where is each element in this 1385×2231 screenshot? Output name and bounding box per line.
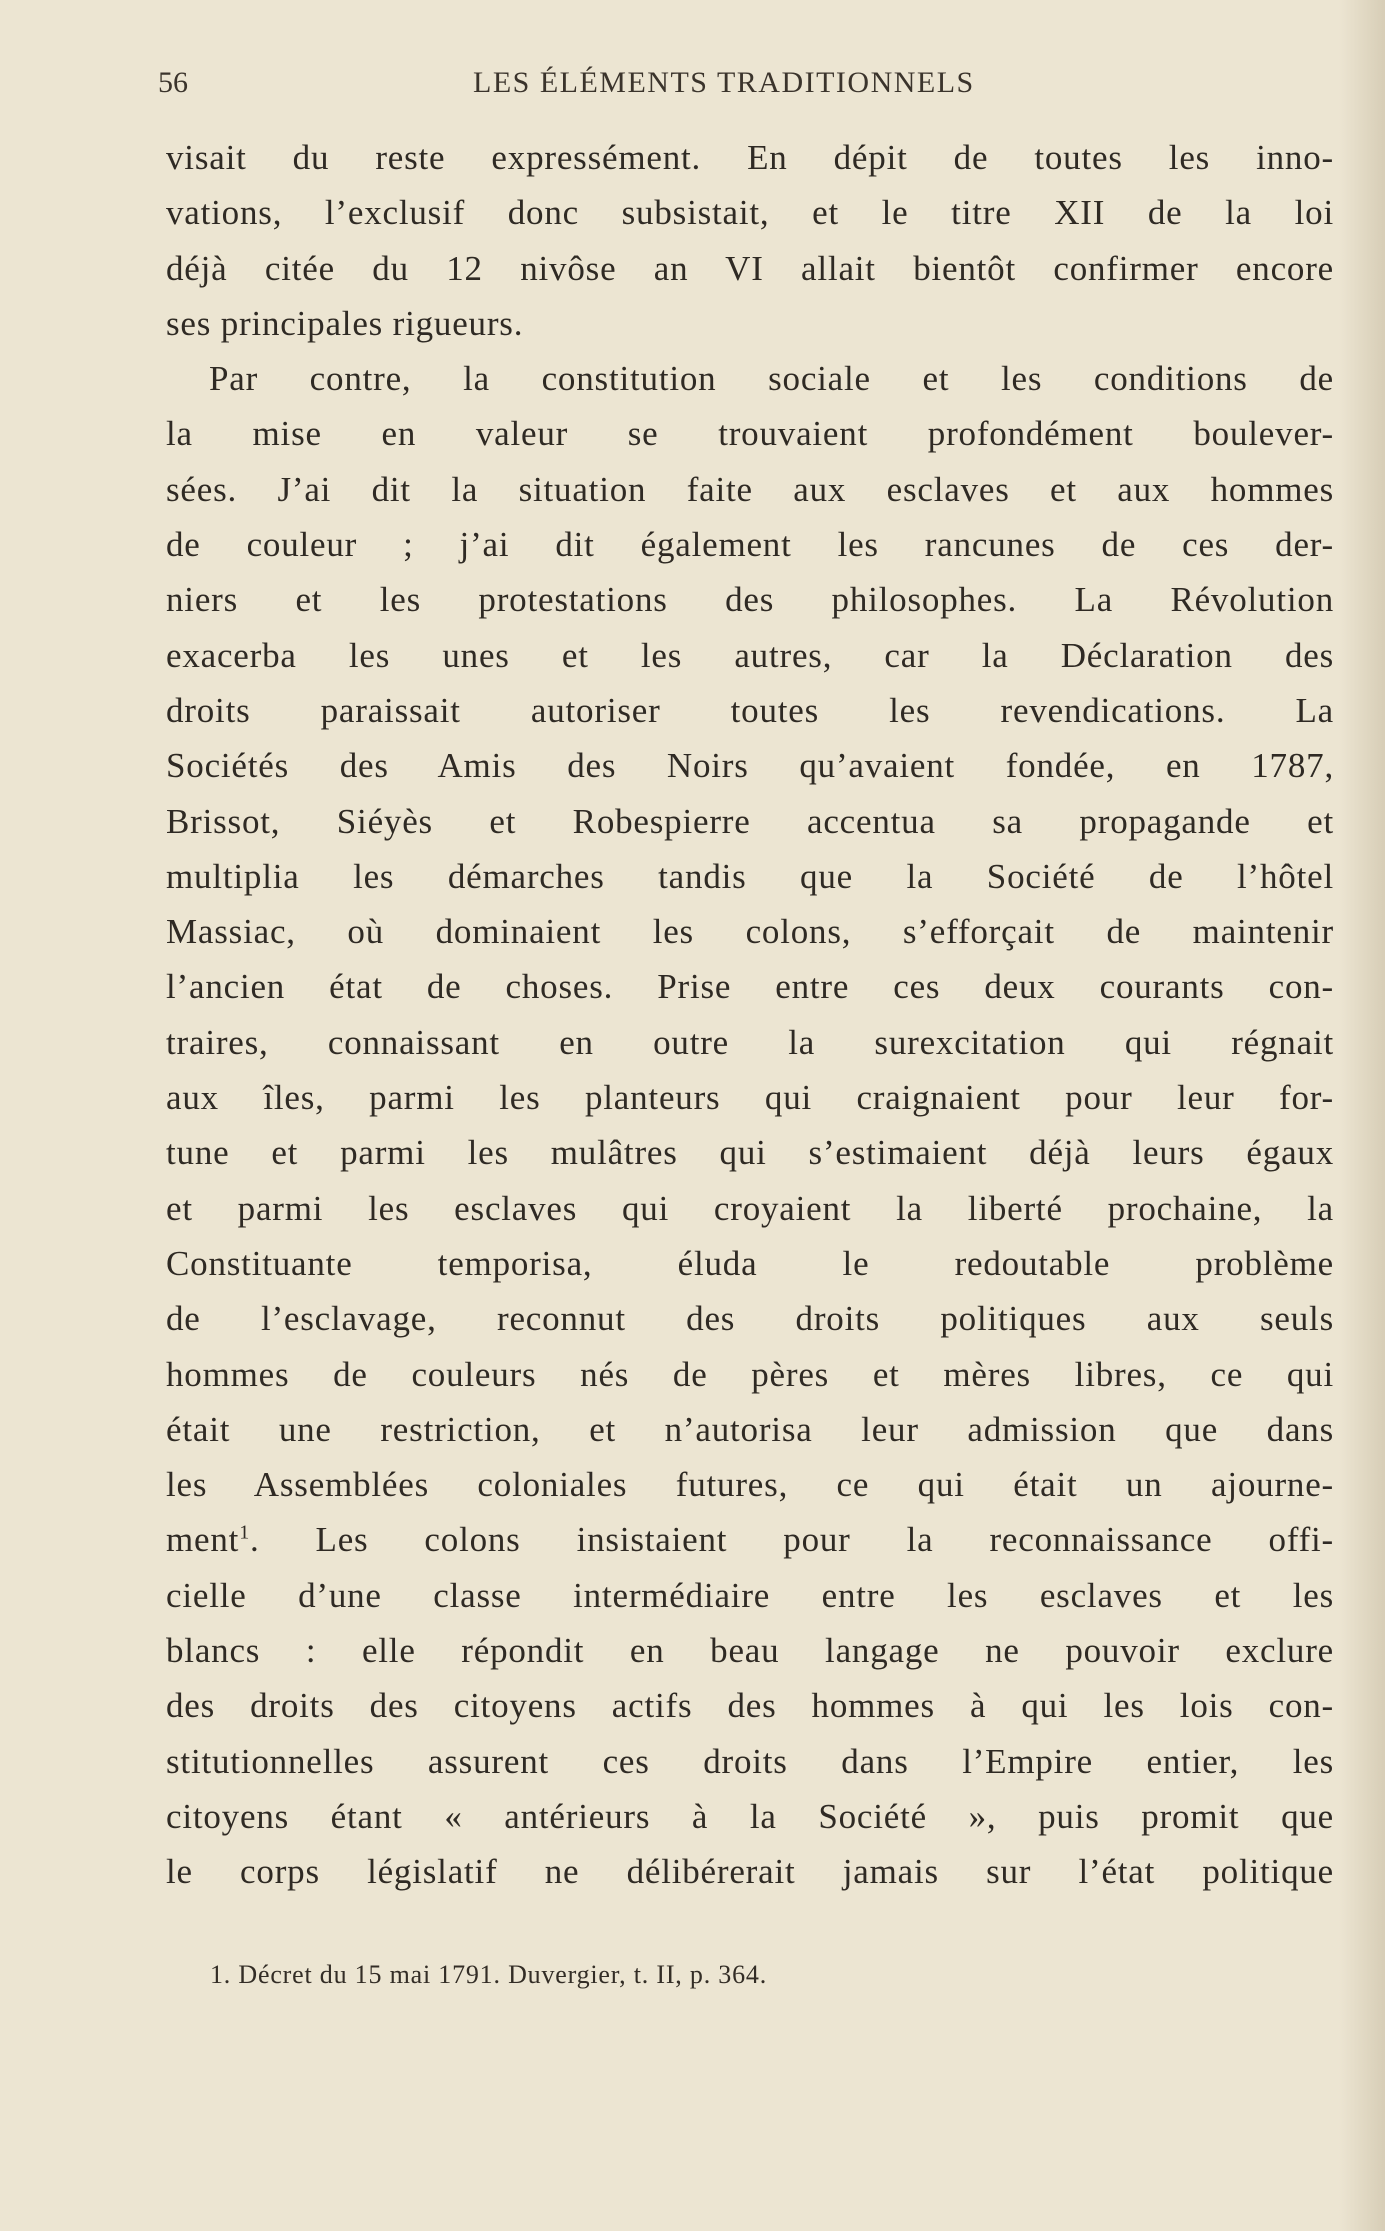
text-line: sées. J’ai dit la situation faite aux esclaves et aux hommes: [166, 469, 1334, 509]
text-line: blancs : elle répondit en beau langage ne pouvoir exclure: [166, 1631, 1334, 1671]
text-line: et parmi les esclaves qui croyaient la liberté prochaine, la: [166, 1188, 1334, 1228]
text-line: tune et parmi les mulâtres qui s’estimaient déjà leurs égaux: [166, 1133, 1334, 1173]
text-line: Constituante temporisa, éluda le redoutable problème: [166, 1243, 1334, 1283]
body-text: [166, 130, 1334, 1900]
text-line: le corps législatif ne délibérerait jamais sur l’état politique: [166, 1852, 1334, 1892]
text-line: ses principales rigueurs.: [166, 303, 524, 343]
text-line: exacerba les unes et les autres, car la Déclaration des: [166, 635, 1334, 675]
text-fragment: . Les colons insistaient pour la reconnaissance offi-: [250, 1520, 1334, 1560]
text-line: Brissot, Siéyès et Robespierre accentua sa propagande et: [166, 801, 1334, 841]
text-line: aux îles, parmi les planteurs qui craignaient pour leur for-: [166, 1078, 1334, 1118]
text-line: la mise en valeur se trouvaient profondément boulever-: [166, 414, 1334, 454]
text-line: traires, connaissant en outre la surexcitation qui régnait: [166, 1022, 1334, 1062]
running-title: LES ÉLÉMENTS TRADITIONNELS: [473, 66, 975, 99]
page-edge-shadow: [1339, 0, 1385, 2231]
text-line: les Assemblées coloniales futures, ce qui était un ajourne-: [166, 1465, 1334, 1505]
footnote-reference: 1: [239, 1521, 250, 1544]
text-line: des droits des citoyens actifs des hommes à qui les lois con-: [166, 1686, 1334, 1726]
text-line: Sociétés des Amis des Noirs qu’avaient fondée, en 1787,: [166, 746, 1334, 786]
text-line: Par contre, la constitution sociale et les conditions de: [209, 359, 1334, 399]
page-number: 56: [158, 66, 188, 99]
text-line: hommes de couleurs nés de pères et mères libres, ce qui: [166, 1354, 1334, 1394]
text-line: Massiac, où dominaient les colons, s’efforçait de maintenir: [166, 912, 1334, 952]
text-fragment: ment: [166, 1520, 240, 1560]
text-line: l’ancien état de choses. Prise entre ces deux courants con-: [166, 967, 1334, 1007]
text-line: cielle d’une classe intermédiaire entre les esclaves et les: [166, 1575, 1334, 1615]
text-line: stitutionnelles assurent ces droits dans l’Empire entier, les: [166, 1741, 1334, 1781]
text-line: droits paraissait autoriser toutes les revendications. La: [166, 690, 1334, 730]
text-line: vations, l’exclusif donc subsistait, et le titre XII de la loi: [166, 193, 1334, 233]
text-line-with-note: [166, 1512, 1334, 1567]
text-line: niers et les protestations des philosophes. La Révolution: [166, 580, 1334, 620]
text-line: de l’esclavage, reconnut des droits politiques aux seuls: [166, 1299, 1334, 1339]
text-line: déjà citée du 12 nivôse an VI allait bientôt confirmer encore: [166, 248, 1334, 288]
text-line: de couleur ; j’ai dit également les rancunes de ces der-: [166, 525, 1334, 565]
running-head: [158, 66, 1018, 112]
text-line: visait du reste expressément. En dépit de toutes les inno-: [166, 138, 1334, 177]
footnote: 1. Décret du 15 mai 1791. Duvergier, t. II, p. 364.: [210, 1960, 767, 1989]
text-line: multiplia les démarches tandis que la Société de l’hôtel: [166, 856, 1334, 896]
text-line: citoyens étant « antérieurs à la Société », puis promit que: [166, 1796, 1334, 1836]
text-line: était une restriction, et n’autorisa leur admission que dans: [166, 1409, 1334, 1449]
